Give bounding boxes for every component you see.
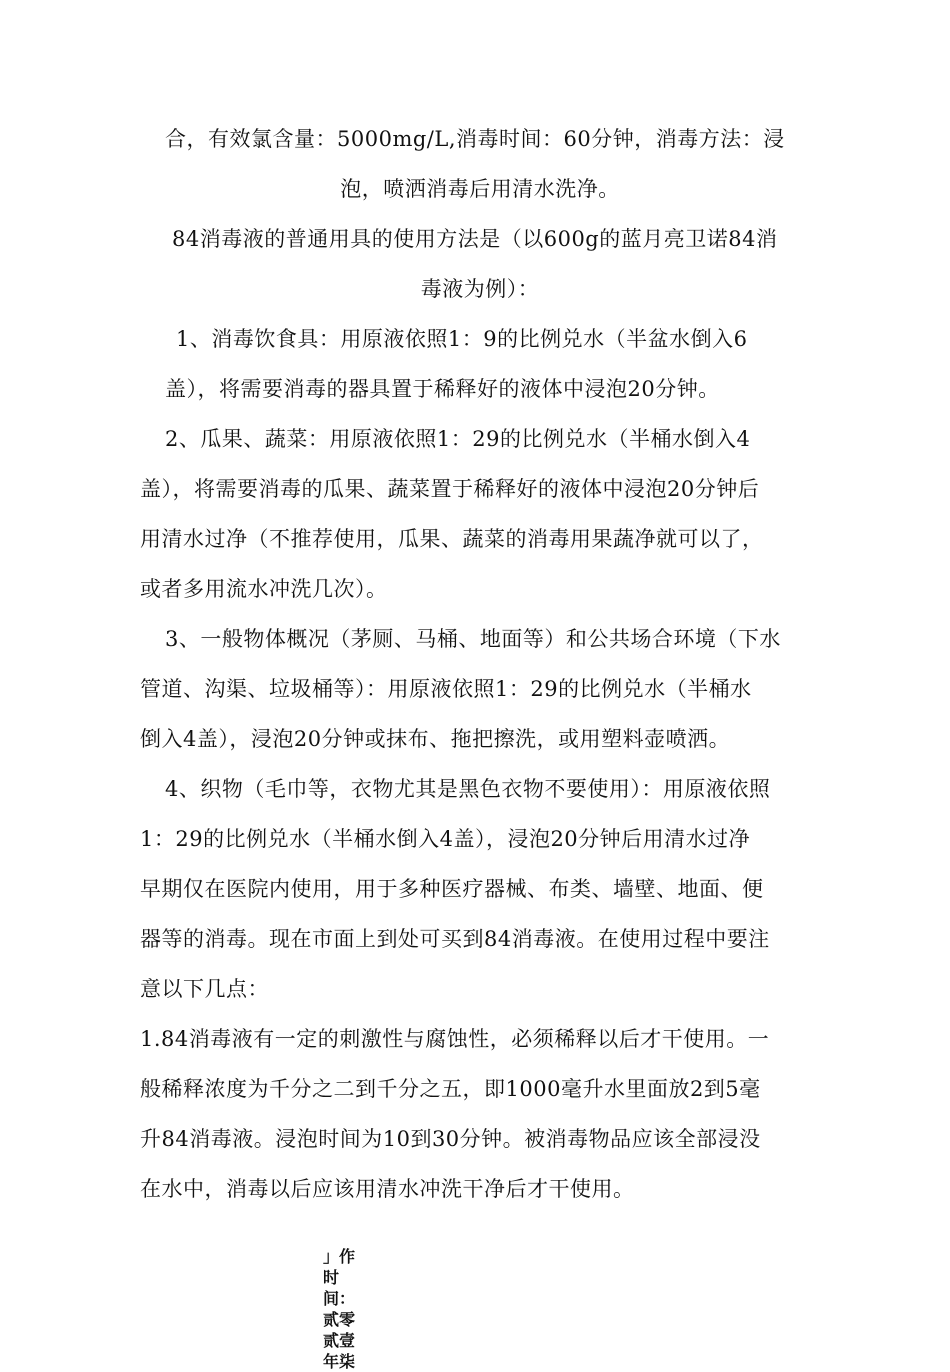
- list-item-1-line-2: 盖），将需要消毒的器具置于稀释好的液体中浸泡20分钟。: [165, 377, 720, 401]
- paragraph-line-6: 器等的消毒。现在市面上到处可买到84消毒液。在使用过程中要注: [140, 927, 770, 951]
- list-item-3-line-2: 管道、沟渠、垃圾桶等）：用原液依照1：29的比例兑水（半桶水: [140, 677, 752, 701]
- note-1-line-3: 升84消毒液。浸泡时间为10到30分钟。被消毒物品应该全部浸没: [140, 1127, 761, 1151]
- note-1-line-2: 般稀释浓度为千分之二到千分之五，即1000毫升水里面放2到5毫: [140, 1077, 761, 1101]
- list-item-2-line-1: 2、瓜果、蔬菜：用原液依照1：29的比例兑水（半桶水倒入4: [165, 427, 751, 451]
- paragraph-line-3: 84消毒液的普通用具的使用方法是（以600g的蓝月亮卫诺84消: [172, 227, 778, 251]
- paragraph-line-2: 泡，喷洒消毒后用清水洗净。: [340, 177, 620, 201]
- list-item-2-line-4: 或者多用流水冲洗几次）。: [140, 577, 388, 601]
- paragraph-line-4: 毒液为例）：: [420, 277, 540, 301]
- list-item-2-line-3: 用清水过净（不推荐使用，瓜果、蔬菜的消毒用果蔬净就可以了，: [140, 527, 764, 551]
- list-item-4-line-1: 4、织物（毛巾等，衣物尤其是黑色衣物不要使用）：用原液依照: [165, 777, 771, 801]
- footer-time-stamp: 」作时间：贰零贰壹年柒: [323, 1247, 356, 1371]
- list-item-3-line-3: 倒入4盖），浸泡20分钟或抹布、拖把擦洗，或用塑料壶喷洒。: [140, 727, 731, 751]
- note-1-line-1: 1.84消毒液有一定的刺激性与腐蚀性，必须稀释以后才干使用。一: [140, 1027, 770, 1051]
- paragraph-line-7: 意以下几点：: [140, 977, 269, 1001]
- paragraph-line-1: 合，有效氯含量：5000mg/L,消毒时间：60分钟，消毒方法：浸: [165, 127, 785, 151]
- paragraph-line-5: 早期仅在医院内使用，用于多种医疗器械、布类、墙壁、地面、便: [140, 877, 764, 901]
- list-item-4-line-2: 1：29的比例兑水（半桶水倒入4盖），浸泡20分钟后用清水过净: [140, 827, 751, 851]
- note-1-line-4: 在水中，消毒以后应该用清水冲洗干净后才干使用。: [140, 1177, 635, 1201]
- list-item-2-line-2: 盖），将需要消毒的瓜果、蔬菜置于稀释好的液体中浸泡20分钟后: [140, 477, 760, 501]
- list-item-3-line-1: 3、一般物体概况（茅厕、马桶、地面等）和公共场合环境（下水: [165, 627, 781, 651]
- list-item-1-line-1: 1、消毒饮食具：用原液依照1：9的比例兑水（半盆水倒入6: [176, 327, 748, 351]
